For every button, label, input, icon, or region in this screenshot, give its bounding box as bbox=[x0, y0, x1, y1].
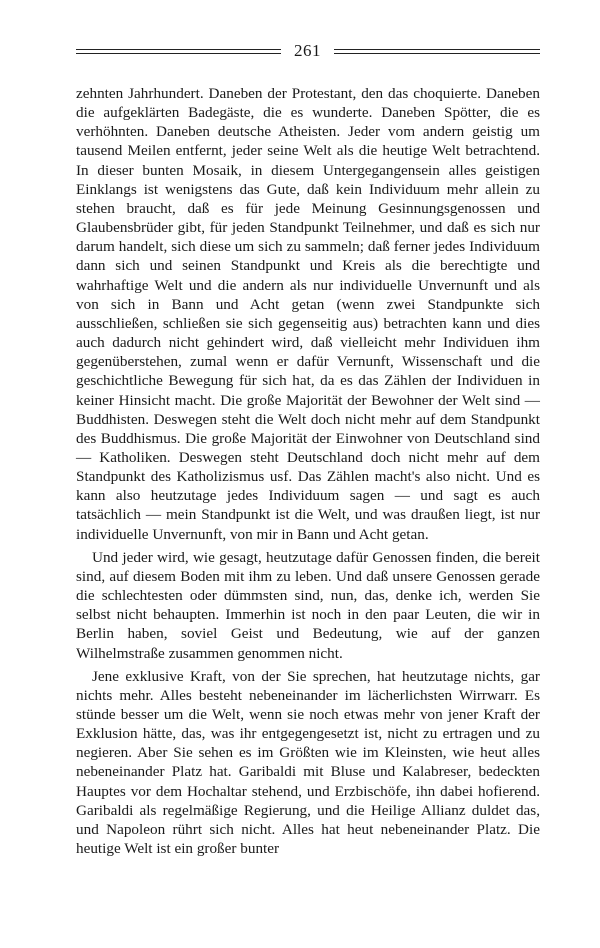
paragraph: Und jeder wird, wie gesagt, heutzutage dafür Genossen finden, die bereit sind, auf diesem Boden mit ihm zu leben. Und daß unsere Genossen gerade die schlechtesten oder dümmsten sind, nun, das, denke ich, werden Sie selbst nicht behaupten. Immerhin ist noch in den paar Leuten, die wir in Berlin haben, soviel Geist und Bedeutung, wie auf der ganzen Wilhelmstraße zusammen genommen nicht. bbox=[76, 548, 540, 662]
header-rule-left bbox=[76, 49, 281, 54]
paragraph: Jene exklusive Kraft, von der Sie sprechen, hat heutzutage nichts, gar nichts mehr. Alles besteht nebeneinander im lächerlichsten Wirrwarr. Es stünde besser um die Welt, wenn sie noch etwas mehr von jener Kraft der Exklusion hätte, das, was ihr entgegengesetzt ist, nicht zu ertragen und zu negieren. Aber Sie sehen es im Größten wie im Kleinsten, wie heut alles nebeneinander Platz hat. Garibaldi mit Bluse und Kalabreser, bedeckten Hauptes vor dem Hochaltar stehend, und Erzbischöfe, ihn dabei hofierend. Garibaldi als regelmäßige Regierung, und die Heilige Allianz duldet das, und Napoleon rührt sich nicht. Alles hat heut nebeneinander Platz. Die heutige Welt ist ein großer bunter bbox=[76, 667, 540, 858]
paragraph: zehnten Jahrhundert. Daneben der Protestant, den das choquierte. Daneben die aufgeklärten Badegäste, die es wunderte. Daneben Spötter, die es verhöhnten. Daneben deutsche Atheisten. Jeder vom andern geistig um tausend Meilen entfernt, jeder seine Welt als die heutige Welt betrachtend. In dieser bunten Mosaik, in diesem Untergegangensein alles geistigen Einklangs ist wenigstens das Gute, daß kein Individuum mehr allein zu stehen braucht, daß es für jede Meinung Gesinnungsgenossen und Glaubensbrüder gibt, für jeden Standpunkt Teilnehmer, und daß es sich nur darum handelt, sich diese um sich zu sammeln; daß ferner jedes Individuum dann sich und seinen Standpunkt und Kreis als die berechtigte und wahrhaftige Welt und die andern als nur individuelle Unvernunft und als von sich in Bann und Acht getan (wenn zwei Standpunkte sich ausschließen, schließen sie sich gegenseitig aus) betrachten kann und dies auch dadurch nicht gehindert wird, daß vielleicht mehr Individuen ihm gegenüberstehen, zumal wenn er dafür Vernunft, Wissenschaft und die geschichtliche Bewegung für sich hat, da es das Zählen der Individuen in keiner Hinsicht macht. Die große Majorität der Bewohner der Welt sind — Buddhisten. Deswegen steht die Welt doch nicht mehr auf dem Standpunkt des Buddhismus. Die große Majorität der Einwohner von Deutschland sind — Katholiken. Deswegen steht Deutschland doch nicht mehr auf dem Standpunkt des Katholizismus usf. Das Zählen macht's also nicht. Und es kann also heutzutage jedes Individuum sagen — und sagt es auch tatsächlich — mein Standpunkt ist die Welt, und was draußen liegt, ist nur individuelle Unvernunft, von mir in Bann und Acht getan. bbox=[76, 85, 540, 543]
page-number: 261 bbox=[294, 41, 321, 60]
page-header bbox=[76, 40, 540, 62]
body-text bbox=[76, 84, 540, 858]
header-rule-right bbox=[334, 49, 540, 54]
